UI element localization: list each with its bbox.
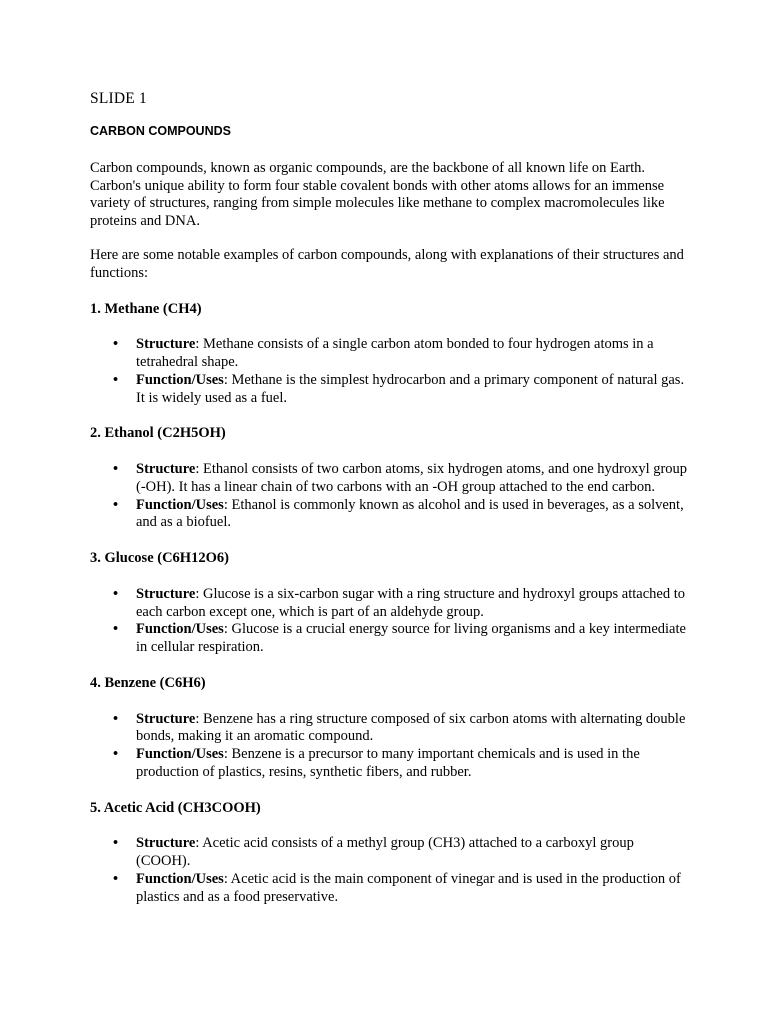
section-title: 3. Glucose (C6H12O6): [90, 550, 229, 567]
bullet-list: [90, 461, 690, 532]
bullet-icon: •: [113, 336, 119, 353]
document-heading: CARBON COMPOUNDS: [90, 124, 231, 138]
document-page: [90, 88, 690, 906]
bullet-icon: •: [113, 585, 119, 602]
bullet-term: Structure: [136, 835, 196, 852]
bullet-text: : Benzene has a ring structure composed of six carbon atoms with alternating double bonds, making it an aromatic compound.: [136, 710, 686, 745]
bullet-icon: •: [113, 621, 119, 638]
bullet-item: [90, 586, 690, 622]
bullet-text: : Ethanol consists of two carbon atoms, six hydrogen atoms, and one hydroxyl group (-OH). It has a linear chain of two carbons with an -OH group attached to the end carbon.: [136, 460, 688, 495]
section-title: 4. Benzene (C6H6): [90, 674, 206, 691]
bullet-term: Structure: [136, 585, 196, 602]
bullet-item: [90, 621, 690, 657]
bullet-text: : Benzene is a precursor to many important chemicals and is used in the production of plastics, resins, synthetic fibers, and rubber.: [136, 746, 640, 780]
bullet-text: : Methane consists of a single carbon atom bonded to four hydrogen atoms in a tetrahedral shape.: [136, 336, 654, 370]
bullet-item: [90, 372, 690, 408]
intro-paragraph: Carbon compounds, known as organic compounds, are the backbone of all known life on Earth. Carbon's unique ability to form four stable covalent bonds with other atoms allows for an immense variety of structures, ranging from simple molecules like methane to complex macromolecules like proteins and DNA.: [90, 160, 665, 229]
bullet-text: : Ethanol is commonly known as alcohol and is used in beverages, as a solvent, and as a biofuel.: [136, 496, 684, 531]
bullet-term: Function/Uses: [136, 496, 224, 513]
bullet-item: [90, 497, 690, 533]
bullet-text: : Acetic acid is the main component of vinegar and is used in the production of plastics and as a food preservative.: [136, 870, 681, 905]
bullet-item: [90, 461, 690, 497]
section-title: 1. Methane (CH4): [90, 300, 202, 317]
bullet-icon: •: [113, 496, 119, 513]
sections-container: [90, 301, 690, 907]
bullet-item: [90, 871, 690, 907]
bullet-term: Function/Uses: [136, 746, 224, 763]
bullet-term: Structure: [136, 710, 196, 727]
bullet-icon: •: [113, 870, 119, 887]
bullet-term: Function/Uses: [136, 371, 224, 388]
bullet-icon: •: [113, 371, 119, 388]
bullet-list: [90, 835, 690, 906]
bullet-term: Function/Uses: [136, 621, 224, 638]
bullet-text: : Glucose is a six-carbon sugar with a ring structure and hydroxyl groups attached to each carbon except one, which is part of an aldehyde group.: [136, 585, 685, 620]
bullet-icon: •: [113, 710, 119, 727]
bullet-list: [90, 586, 690, 657]
bullet-text: : Methane is the simplest hydrocarbon and a primary component of natural gas. It is widely used as a fuel.: [136, 371, 685, 406]
slide-label: SLIDE 1: [90, 90, 147, 107]
bullet-text: : Acetic acid consists of a methyl group (CH3) attached to a carboxyl group (COOH).: [136, 835, 634, 870]
bullet-term: Structure: [136, 336, 196, 353]
bullet-icon: •: [113, 746, 119, 763]
bullet-term: Function/Uses: [136, 870, 224, 887]
bullet-icon: •: [113, 460, 119, 477]
bullet-list: [90, 711, 690, 782]
section-title: 5. Acetic Acid (CH3COOH): [90, 799, 261, 816]
bullet-item: [90, 746, 690, 782]
section-title: 2. Ethanol (C2H5OH): [90, 425, 226, 442]
intro-paragraph: Here are some notable examples of carbon compounds, along with explanations of their structures and functions:: [90, 247, 684, 281]
bullet-text: : Glucose is a crucial energy source for living organisms and a key intermediate in cellular respiration.: [136, 621, 686, 656]
bullet-term: Structure: [136, 460, 196, 477]
bullet-list: [90, 336, 690, 407]
bullet-icon: •: [113, 835, 119, 852]
bullet-item: [90, 336, 690, 372]
bullet-item: [90, 835, 690, 871]
bullet-item: [90, 711, 690, 747]
